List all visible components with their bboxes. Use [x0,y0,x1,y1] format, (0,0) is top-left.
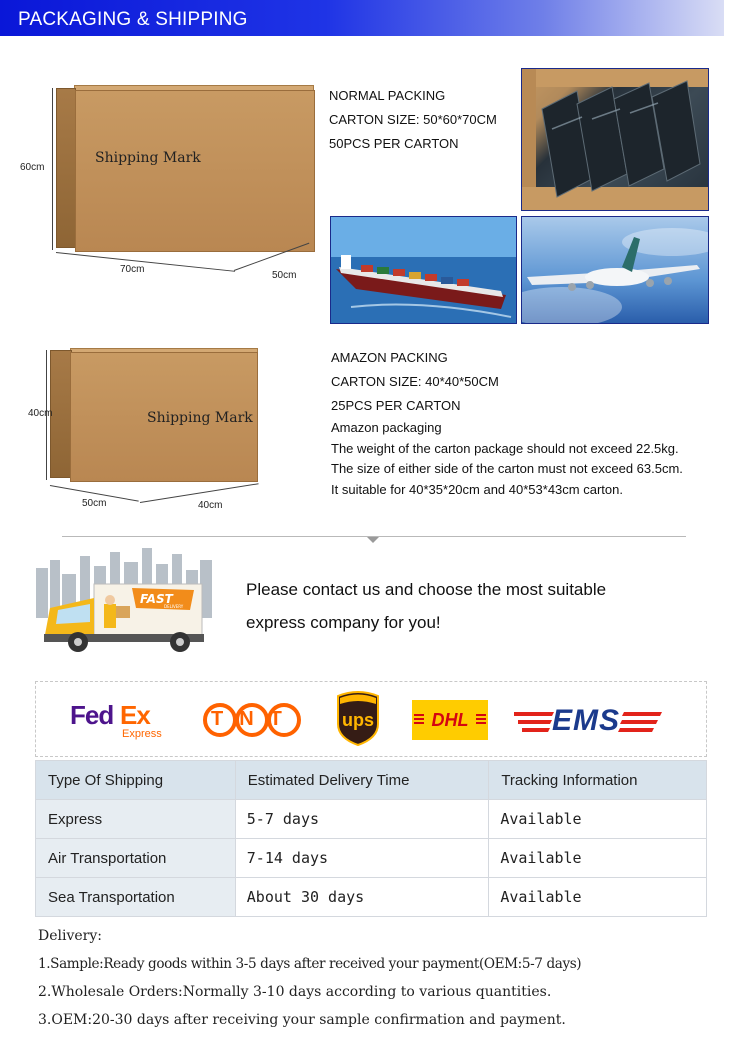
normal-packing-info [329,84,497,156]
cargo-ship-photo [330,216,517,324]
table-row [36,800,707,839]
height-dimension-label: 60cm [20,162,45,173]
carton-normal-illustration [20,80,320,290]
delivery-item: 2.Wholesale Orders:Normally 3-10 days according to various quantities. [38,984,552,1000]
carton-amazon-illustration [20,340,270,520]
tracking-cell: Available [489,839,707,878]
amazon-carton-size: CARTON SIZE: 40*40*50CM [331,374,499,389]
depth-dimension-label: 50cm [82,498,107,509]
col-header-tracking: Tracking Information [489,761,707,800]
delivery-time-cell: 5-7 days [235,800,489,839]
delivery-title: Delivery: [38,928,102,944]
amazon-pcs-per-carton: 25PCS PER CARTON [331,398,461,413]
fast-delivery-badge [132,588,194,610]
table-row [36,839,707,878]
delivery-item: 3.OEM:20-30 days after receiving your sample confirmation and payment. [38,1012,566,1028]
amazon-weight-rule: The weight of the carton package should not exceed 22.5kg. [331,440,679,456]
fedex-ex-text: Ex [120,700,150,730]
shipping-mark-label: Shipping Mark [147,410,253,426]
courier-logos-strip [35,681,707,757]
delivery-time-cell: About 30 days [235,878,489,917]
col-header-delivery-time: Estimated Delivery Time [235,761,489,800]
height-dimension-label: 40cm [28,408,53,419]
height-dimension-line [52,88,53,250]
fast-badge-subtext: DELIVERY [164,604,184,609]
fedex-fed-text: Fed [70,700,114,730]
normal-packing-title: NORMAL PACKING [329,88,446,103]
tnt-logo [202,700,302,740]
carton-side [56,88,76,248]
normal-carton-size: CARTON SIZE: 50*60*70CM [329,112,497,127]
delivery-item: 1.Sample:Ready goods within 3-5 days after received your payment(OEM:5-7 days) [38,956,582,972]
section-title: PACKAGING & SHIPPING [18,9,248,30]
amazon-packaging-label: Amazon packaging [331,420,442,435]
normal-pcs-per-carton: 50PCS PER CARTON [329,136,459,151]
shipping-methods-table [35,760,707,917]
amazon-suitable-sizes: It suitable for 40*35*20cm and 40*53*43cm carton. [331,481,623,497]
width-dimension-line [56,252,235,272]
ups-text: ups [341,710,374,730]
ems-logo [514,700,664,740]
table-row [36,878,707,917]
fedex-express-text: Express [122,728,162,740]
depth-dimension-label: 50cm [272,270,297,281]
table-header-row [36,761,707,800]
ems-text: EMS [551,704,620,737]
width-dimension-label: 40cm [198,500,223,511]
fast-badge-text: FAST [140,592,173,606]
airplane-photo [521,216,709,324]
tnt-text: TNT [211,708,298,730]
delivery-truck-illustration [32,546,218,658]
shipping-type-cell: Express [36,800,236,839]
tracking-cell: Available [489,878,707,917]
dhl-text: DHL [431,710,469,730]
contact-line-2: express company for you! [246,613,441,632]
ups-logo [335,690,381,746]
tracking-cell: Available [489,800,707,839]
amazon-packing-title: AMAZON PACKING [331,350,448,365]
packed-goods-photo [521,68,709,211]
dhl-logo [412,700,488,740]
contact-line-1: Please contact us and choose the most suitable [246,580,607,599]
carton-front [75,90,315,252]
divider-arrow-icon [367,537,379,543]
delivery-time-cell: 7-14 days [235,839,489,878]
fedex-logo [70,700,170,744]
amazon-size-rule: The size of either side of the carton must not exceed 63.5cm. [331,461,683,476]
shipping-type-cell: Air Transportation [36,839,236,878]
amazon-packing-info [331,346,683,500]
shipping-mark-label: Shipping Mark [95,150,201,166]
carton-side [50,350,72,478]
shipping-type-cell: Sea Transportation [36,878,236,917]
col-header-type: Type Of Shipping [36,761,236,800]
section-header [0,0,724,36]
width-dimension-label: 70cm [120,264,145,275]
